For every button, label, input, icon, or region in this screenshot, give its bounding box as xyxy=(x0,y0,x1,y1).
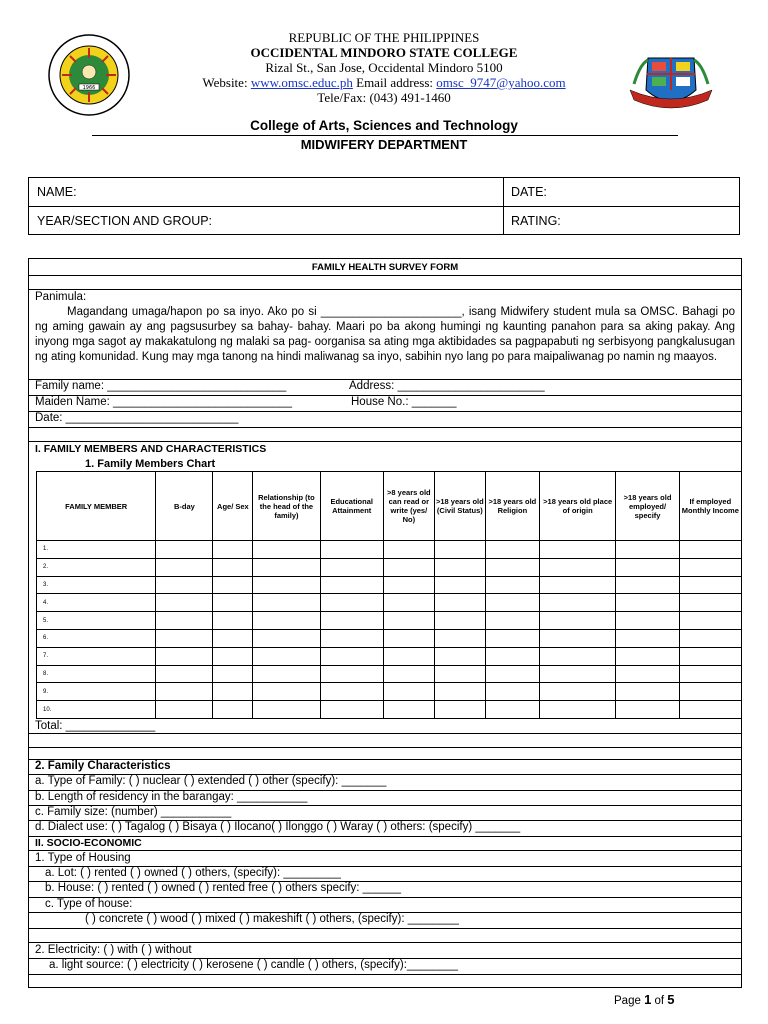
table-cell[interactable] xyxy=(320,629,383,647)
type-of-family-field[interactable]: a. Type of Family: ( ) nuclear ( ) extended ( ) other (specify): _______ xyxy=(35,775,387,787)
family-name-field[interactable]: Family name: ____________________________ xyxy=(35,380,287,392)
table-cell[interactable] xyxy=(485,558,539,576)
table-cell[interactable] xyxy=(156,576,213,594)
member-row-number[interactable]: 10. xyxy=(37,701,156,719)
table-cell[interactable] xyxy=(485,629,539,647)
table-cell[interactable] xyxy=(320,576,383,594)
table-cell[interactable] xyxy=(539,576,616,594)
name-field[interactable]: NAME: xyxy=(37,185,77,199)
family-members-table xyxy=(36,471,742,719)
table-cell[interactable] xyxy=(213,647,253,665)
table-row xyxy=(37,629,742,647)
website-link[interactable]: www.omsc.educ.ph xyxy=(250,75,353,90)
form-line xyxy=(29,897,741,898)
table-cell[interactable] xyxy=(434,683,485,701)
year-section-field[interactable]: YEAR/SECTION AND GROUP: xyxy=(37,214,213,228)
table-cell[interactable] xyxy=(320,647,383,665)
table-cell[interactable] xyxy=(679,594,741,612)
college-title: College of Arts, Sciences and Technology xyxy=(250,118,518,133)
table-cell[interactable] xyxy=(383,541,434,559)
form-line xyxy=(29,747,741,748)
table-cell[interactable] xyxy=(616,576,679,594)
table-cell[interactable] xyxy=(320,701,383,719)
table-cell[interactable] xyxy=(434,541,485,559)
table-cell[interactable] xyxy=(539,594,616,612)
table-row xyxy=(37,683,742,701)
table-cell[interactable] xyxy=(156,629,213,647)
table-cell[interactable] xyxy=(213,629,253,647)
member-row-number[interactable]: 9. xyxy=(37,683,156,701)
email-label: Email address: xyxy=(356,75,434,90)
table-cell[interactable] xyxy=(539,665,616,683)
member-row-number[interactable]: 1. xyxy=(37,541,156,559)
form-title: FAMILY HEALTH SURVEY FORM xyxy=(311,262,459,273)
table-cell[interactable] xyxy=(156,541,213,559)
family-characteristics-title: 2. Family Characteristics xyxy=(35,760,171,772)
table-cell[interactable] xyxy=(679,612,741,630)
table-cell[interactable] xyxy=(320,683,383,701)
table-cell[interactable] xyxy=(383,558,434,576)
table-cell[interactable] xyxy=(485,594,539,612)
table-cell[interactable] xyxy=(383,629,434,647)
page-current: 1 xyxy=(644,992,652,1007)
table-cell[interactable] xyxy=(156,594,213,612)
table-row xyxy=(37,541,742,559)
table-header: Educational Attainment xyxy=(320,472,383,541)
table-cell[interactable] xyxy=(539,629,616,647)
table-cell[interactable] xyxy=(679,683,741,701)
table-cell[interactable] xyxy=(383,683,434,701)
email-link[interactable]: omsc_9747@yahoo.com xyxy=(436,75,566,90)
table-cell[interactable] xyxy=(320,594,383,612)
table-cell[interactable] xyxy=(539,612,616,630)
info-row-1 xyxy=(29,178,739,207)
light-source-field[interactable]: a. light source: ( ) electricity ( ) kerosene ( ) candle ( ) others, (specify):________ xyxy=(49,959,459,971)
member-row-number[interactable]: 4. xyxy=(37,594,156,612)
table-cell[interactable] xyxy=(253,558,320,576)
table-cell[interactable] xyxy=(253,541,320,559)
form-line xyxy=(29,974,741,975)
table-row xyxy=(37,665,742,683)
table-header: Age/ Sex xyxy=(213,472,253,541)
member-row-number[interactable]: 3. xyxy=(37,576,156,594)
info-row-2 xyxy=(29,207,739,235)
table-cell[interactable] xyxy=(253,594,320,612)
table-row xyxy=(37,612,742,630)
table-cell[interactable] xyxy=(616,594,679,612)
table-cell[interactable] xyxy=(679,701,741,719)
table-row xyxy=(37,594,742,612)
date-field[interactable]: DATE: xyxy=(511,185,547,199)
table-cell[interactable] xyxy=(213,701,253,719)
table-cell[interactable] xyxy=(679,541,741,559)
table-cell[interactable] xyxy=(156,558,213,576)
table-cell[interactable] xyxy=(383,647,434,665)
type-of-house-label: c. Type of house: xyxy=(45,898,133,910)
table-cell[interactable] xyxy=(383,576,434,594)
table-header: >18 years old Religion xyxy=(485,472,539,541)
table-cell[interactable] xyxy=(156,665,213,683)
table-cell[interactable] xyxy=(434,612,485,630)
section-1-title: I. FAMILY MEMBERS AND CHARACTERISTICS xyxy=(35,443,267,455)
table-cell[interactable] xyxy=(213,541,253,559)
member-row-number[interactable]: 5. xyxy=(37,612,156,630)
table-cell[interactable] xyxy=(383,701,434,719)
family-size-field[interactable]: c. Family size: (number) ___________ xyxy=(35,806,232,818)
table-cell[interactable] xyxy=(434,576,485,594)
residency-field[interactable]: b. Length of residency in the barangay: ___________ xyxy=(35,791,308,803)
table-cell[interactable] xyxy=(616,612,679,630)
table-cell[interactable] xyxy=(253,629,320,647)
header-divider xyxy=(92,135,678,136)
table-row xyxy=(37,558,742,576)
table-header: B-day xyxy=(156,472,213,541)
rating-field[interactable]: RATING: xyxy=(511,214,561,228)
table-cell[interactable] xyxy=(485,541,539,559)
college-address: Rizal St., San Jose, Occidental Mindoro 5100 xyxy=(265,60,503,75)
panimula-label: Panimula: xyxy=(35,291,87,303)
house-no-field[interactable]: House No.: _______ xyxy=(351,396,457,408)
of-word: of xyxy=(654,995,665,1007)
page-number xyxy=(614,992,675,1007)
member-row-number[interactable]: 7. xyxy=(37,647,156,665)
table-row xyxy=(37,701,742,719)
table-cell[interactable] xyxy=(253,576,320,594)
table-cell[interactable] xyxy=(253,647,320,665)
table-cell[interactable] xyxy=(616,701,679,719)
table-cell[interactable] xyxy=(485,665,539,683)
student-info-box xyxy=(28,177,740,235)
seal-year: 1966 xyxy=(82,85,96,91)
table-cell[interactable] xyxy=(434,701,485,719)
dialect-field[interactable]: d. Dialect use: ( ) Tagalog ( ) Bisaya ( ) Ilocano( ) Ilonggo ( ) Waray ( ) others: (specify) _______ xyxy=(35,821,521,833)
house-field[interactable]: b. House: ( ) rented ( ) owned ( ) rented free ( ) others specify: ______ xyxy=(45,882,402,894)
college-name: OCCIDENTAL MINDORO STATE COLLEGE xyxy=(250,45,518,60)
address-field[interactable]: Address: _______________________ xyxy=(349,380,545,392)
table-cell[interactable] xyxy=(434,558,485,576)
table-cell[interactable] xyxy=(253,701,320,719)
form-line xyxy=(29,733,741,734)
members-chart-title: 1. Family Members Chart xyxy=(85,458,216,470)
section-2-title: II. SOCIO-ECONOMIC xyxy=(35,837,142,849)
table-cell[interactable] xyxy=(679,665,741,683)
table-cell[interactable] xyxy=(253,612,320,630)
page-total: 5 xyxy=(667,992,675,1007)
form-line xyxy=(29,928,741,929)
table-cell[interactable] xyxy=(539,647,616,665)
table-cell[interactable] xyxy=(213,665,253,683)
table-header: Relationship (to the head of the family) xyxy=(253,472,320,541)
table-cell[interactable] xyxy=(616,647,679,665)
table-header: >18 years old (Civil Status) xyxy=(434,472,485,541)
form-line xyxy=(29,275,741,276)
table-cell[interactable] xyxy=(616,683,679,701)
table-cell[interactable] xyxy=(253,683,320,701)
table-cell[interactable] xyxy=(485,647,539,665)
table-cell[interactable] xyxy=(213,612,253,630)
info-divider xyxy=(503,178,504,234)
table-header: FAMILY MEMBER xyxy=(37,472,156,541)
date-field[interactable]: Date: ___________________________ xyxy=(35,412,239,424)
table-cell[interactable] xyxy=(383,665,434,683)
table-header: >8 years old can read or write (yes/ No) xyxy=(383,472,434,541)
table-cell[interactable] xyxy=(213,683,253,701)
letterhead xyxy=(0,30,768,105)
table-cell[interactable] xyxy=(156,683,213,701)
table-cell[interactable] xyxy=(253,665,320,683)
form-line xyxy=(29,942,741,943)
republic-title: REPUBLIC OF THE PHILIPPINES xyxy=(288,30,480,45)
table-cell[interactable] xyxy=(616,629,679,647)
table-cell[interactable] xyxy=(434,665,485,683)
housing-title: 1. Type of Housing xyxy=(35,852,131,864)
table-cell[interactable] xyxy=(320,558,383,576)
table-cell[interactable] xyxy=(156,612,213,630)
total-field[interactable]: Total: ______________ xyxy=(35,720,156,732)
table-cell[interactable] xyxy=(485,612,539,630)
table-cell[interactable] xyxy=(539,701,616,719)
electricity-field[interactable]: 2. Electricity: ( ) with ( ) without xyxy=(35,944,192,956)
member-row-number[interactable]: 2. xyxy=(37,558,156,576)
table-cell[interactable] xyxy=(539,683,616,701)
member-row-number[interactable]: 6. xyxy=(37,629,156,647)
table-cell[interactable] xyxy=(213,594,253,612)
table-cell[interactable] xyxy=(383,594,434,612)
form-line xyxy=(29,850,741,851)
maiden-name-field[interactable]: Maiden Name: ____________________________ xyxy=(35,396,293,408)
department-title: MIDWIFERY DEPARTMENT xyxy=(300,137,468,152)
table-body xyxy=(37,541,742,719)
table-row xyxy=(37,576,742,594)
website-label: Website: xyxy=(202,75,248,90)
member-row-number[interactable]: 8. xyxy=(37,665,156,683)
table-cell[interactable] xyxy=(616,665,679,683)
table-cell[interactable] xyxy=(320,665,383,683)
lot-field[interactable]: a. Lot: ( ) rented ( ) owned ( ) others, (specify): _________ xyxy=(45,867,341,879)
table-header: >18 years old place of origin xyxy=(539,472,616,541)
table-cell[interactable] xyxy=(616,558,679,576)
table-header: >18 years old employed/ specify xyxy=(616,472,679,541)
table-header: If employed Monthly Income xyxy=(679,472,741,541)
form-line xyxy=(29,289,741,290)
page-word: Page xyxy=(614,995,641,1007)
table-cell[interactable] xyxy=(213,558,253,576)
table-row xyxy=(37,647,742,665)
table-cell[interactable] xyxy=(679,629,741,647)
house-materials-field[interactable]: ( ) concrete ( ) wood ( ) mixed ( ) makeshift ( ) others, (specify): ________ xyxy=(85,913,459,925)
table-cell[interactable] xyxy=(383,612,434,630)
table-header-row xyxy=(37,472,742,541)
table-cell[interactable] xyxy=(156,647,213,665)
intro-paragraph: Magandang umaga/hapon po sa inyo. Ako po si ______________________, isang Midwifery student mula sa OMSC. Bahagi po ng aming gawain ay ang pagsusurbey sa bahay- bahay. Maari po ba akong humingi ng kaunting panahon para sa aking pakay. Ang inyong mga sagot ay makakatulong ng malaki sa pag- oorganisa sa ating mga aktibidades sa pagpapabuti ng serbisyong pangkalusugan ng ating komunidad. Kung may mga tanong na hindi maliwanag sa inyo, sabihin nyo lang po para maipaliwanag po namin ng maayos. xyxy=(35,306,735,363)
table-cell[interactable] xyxy=(485,683,539,701)
table-cell[interactable] xyxy=(539,541,616,559)
table-cell[interactable] xyxy=(320,541,383,559)
table-cell[interactable] xyxy=(679,558,741,576)
form-line xyxy=(29,427,741,428)
survey-form xyxy=(28,258,742,988)
table-cell[interactable] xyxy=(539,558,616,576)
form-line xyxy=(29,441,741,442)
table-cell[interactable] xyxy=(485,701,539,719)
table-cell[interactable] xyxy=(679,576,741,594)
telefax: Tele/Fax: (043) 491-1460 xyxy=(317,90,451,105)
table-cell[interactable] xyxy=(320,612,383,630)
contact-line xyxy=(0,75,768,90)
table-cell[interactable] xyxy=(156,701,213,719)
table-cell[interactable] xyxy=(679,647,741,665)
table-cell[interactable] xyxy=(434,629,485,647)
table-cell[interactable] xyxy=(213,576,253,594)
table-cell[interactable] xyxy=(485,576,539,594)
table-cell[interactable] xyxy=(616,541,679,559)
table-cell[interactable] xyxy=(434,647,485,665)
table-cell[interactable] xyxy=(434,594,485,612)
